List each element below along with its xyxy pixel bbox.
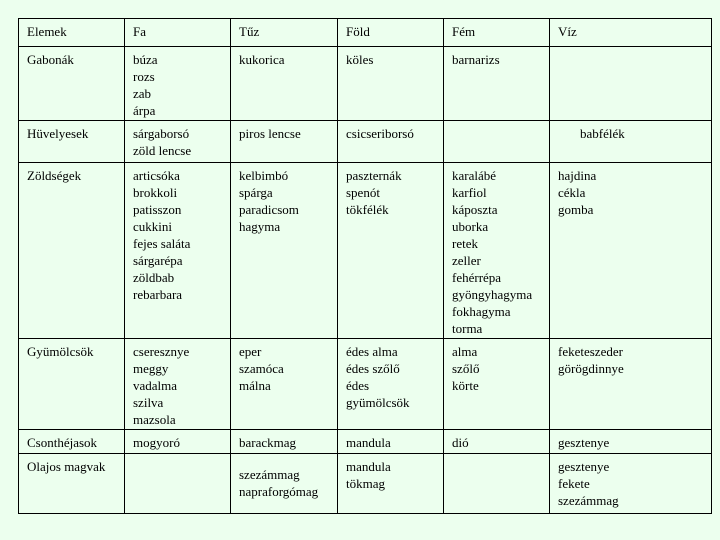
- cell-item: köles: [346, 52, 374, 67]
- cell-item: kelbimbó: [239, 168, 289, 183]
- cell-item: rozs: [133, 69, 155, 84]
- cell-item: fejes saláta: [133, 236, 191, 251]
- cell-item: paradicsom: [239, 202, 299, 217]
- table-cell: [231, 121, 338, 163]
- cell-item: rebarbara: [133, 287, 183, 302]
- cell-item: cseresznye: [133, 344, 190, 359]
- cell-item: cékla: [558, 185, 586, 200]
- table-cell: [338, 121, 444, 163]
- cell-item: szamóca: [239, 361, 284, 376]
- cell-item: meggy: [133, 361, 169, 376]
- cell-item: karalábé: [452, 168, 497, 183]
- table-cell: [125, 163, 231, 339]
- cell-item: paszternák: [346, 168, 402, 183]
- cell-item: málna: [239, 378, 271, 393]
- table-row: [19, 430, 712, 454]
- cell-item: barackmag: [239, 435, 297, 450]
- header-label: Föld: [346, 24, 370, 39]
- cell-item: szilva: [133, 395, 164, 410]
- cell-item: karfiol: [452, 185, 487, 200]
- cell-item: káposzta: [452, 202, 498, 217]
- table-cell: [125, 47, 231, 121]
- table-cell: [125, 430, 231, 454]
- header-cell-metal: [444, 19, 550, 47]
- cell-item: gesztenye: [558, 459, 610, 474]
- row-label: Gyümölcsök: [27, 344, 94, 359]
- row-label-cell: [19, 47, 125, 121]
- empty-cell: [550, 47, 712, 121]
- cell-item: zöld lencse: [133, 143, 192, 158]
- cell-item: tökfélék: [346, 202, 389, 217]
- cell-item: tökmag: [346, 476, 385, 491]
- table-cell: [550, 121, 712, 163]
- row-label: Gabonák: [27, 52, 74, 67]
- table-cell: [338, 163, 444, 339]
- table-cell: [338, 339, 444, 430]
- table-cell: [550, 163, 712, 339]
- table-cell: [231, 163, 338, 339]
- empty-cell: [444, 121, 550, 163]
- cell-item: körte: [452, 378, 479, 393]
- cell-item: árpa: [133, 103, 156, 118]
- table-cell: [550, 454, 712, 514]
- row-label-cell: [19, 163, 125, 339]
- cell-item: torma: [452, 321, 483, 336]
- header-cell-wood: [125, 19, 231, 47]
- table-cell: [231, 339, 338, 430]
- table-cell: [338, 430, 444, 454]
- row-label-cell: [19, 454, 125, 514]
- cell-item: sárgarépa: [133, 253, 183, 268]
- cell-item: szezámmag: [239, 467, 300, 482]
- table-row: [19, 47, 712, 121]
- table-cell: [231, 47, 338, 121]
- table-cell: [550, 339, 712, 430]
- cell-item: napraforgómag: [239, 484, 319, 499]
- cell-item: csicseriborsó: [346, 126, 414, 141]
- cell-item: patisszon: [133, 202, 182, 217]
- cell-item: fekete: [558, 476, 590, 491]
- cell-item: mazsola: [133, 412, 176, 427]
- cell-item: édes: [346, 378, 370, 393]
- cell-item: zöldbab: [133, 270, 175, 285]
- cell-item: gesztenye: [558, 435, 610, 450]
- row-label-cell: [19, 430, 125, 454]
- table-row: [19, 163, 712, 339]
- header-row: [19, 19, 712, 47]
- cell-item: gomba: [558, 202, 594, 217]
- cell-item: alma: [452, 344, 478, 359]
- row-label: Zöldségek: [27, 168, 82, 183]
- cell-item: brokkoli: [133, 185, 178, 200]
- cell-item: retek: [452, 236, 478, 251]
- table-row: [19, 339, 712, 430]
- cell-item: articsóka: [133, 168, 180, 183]
- table-cell: [338, 47, 444, 121]
- table-cell: [338, 454, 444, 514]
- header-label: Fém: [452, 24, 476, 39]
- table-cell: [231, 454, 338, 514]
- cell-item: babfélék: [580, 126, 625, 141]
- cell-item: hajdina: [558, 168, 597, 183]
- cell-item: dió: [452, 435, 469, 450]
- table-row: [19, 454, 712, 514]
- cell-item: vadalma: [133, 378, 178, 393]
- cell-item: cukkini: [133, 219, 172, 234]
- cell-item: szőlő: [452, 361, 480, 376]
- food-elements-sheet: [18, 18, 712, 514]
- header-cell-water: [550, 19, 712, 47]
- cell-item: zab: [133, 86, 152, 101]
- header-cell-fire: [231, 19, 338, 47]
- header-label: Elemek: [27, 24, 67, 39]
- table-cell: [125, 339, 231, 430]
- cell-item: eper: [239, 344, 262, 359]
- cell-item: uborka: [452, 219, 489, 234]
- cell-item: zeller: [452, 253, 481, 268]
- food-elements-table: [18, 18, 712, 514]
- cell-item: mandula: [346, 435, 391, 450]
- table-row: [19, 121, 712, 163]
- cell-item: gyümölcsök: [346, 395, 410, 410]
- row-label: Olajos magvak: [27, 459, 106, 474]
- table-cell: [125, 121, 231, 163]
- cell-item: kukorica: [239, 52, 285, 67]
- cell-item: görögdinnye: [558, 361, 624, 376]
- empty-cell: [125, 454, 231, 514]
- table-cell: [231, 430, 338, 454]
- header-label: Víz: [558, 24, 577, 39]
- header-label: Fa: [133, 24, 146, 39]
- cell-item: barnarizs: [452, 52, 500, 67]
- cell-item: sárgaborsó: [133, 126, 190, 141]
- table-cell: [444, 47, 550, 121]
- empty-cell: [444, 454, 550, 514]
- table-cell: [444, 163, 550, 339]
- cell-item: fehérrépa: [452, 270, 502, 285]
- row-label: Hüvelyesek: [27, 126, 89, 141]
- row-label-cell: [19, 339, 125, 430]
- row-label-cell: [19, 121, 125, 163]
- row-label: Csonthéjasok: [27, 435, 98, 450]
- cell-item: spenót: [346, 185, 380, 200]
- cell-item: szezámmag: [558, 493, 619, 508]
- cell-item: búza: [133, 52, 158, 67]
- cell-item: édes alma: [346, 344, 398, 359]
- cell-item: édes szőlő: [346, 361, 400, 376]
- cell-item: spárga: [239, 185, 273, 200]
- cell-item: gyöngyhagyma: [452, 287, 533, 302]
- header-label: Tűz: [239, 24, 260, 39]
- table-cell: [550, 430, 712, 454]
- cell-item: fokhagyma: [452, 304, 511, 319]
- table-cell: [444, 339, 550, 430]
- header-cell-elements: [19, 19, 125, 47]
- cell-item: piros lencse: [239, 126, 301, 141]
- header-cell-earth: [338, 19, 444, 47]
- cell-item: feketeszeder: [558, 344, 623, 359]
- table-cell: [444, 430, 550, 454]
- cell-item: mogyoró: [133, 435, 180, 450]
- cell-item: hagyma: [239, 219, 281, 234]
- cell-item: mandula: [346, 459, 391, 474]
